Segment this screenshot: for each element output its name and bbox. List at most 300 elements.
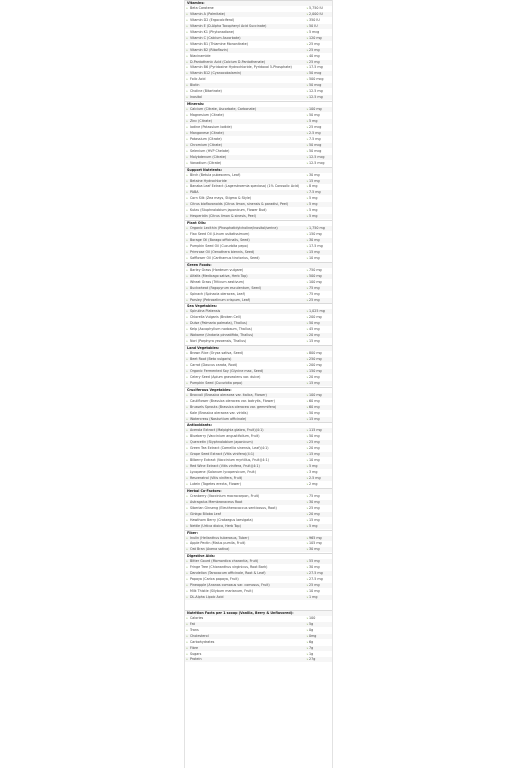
bullet-icon: » (186, 362, 188, 367)
ingredient-name: Vitamin B2 (Riboflavin) (190, 47, 229, 52)
ingredient-name: Fibre (190, 645, 198, 650)
ingredient-name: Pumpkin Seed Oil (Cucurbita pepo) (190, 243, 248, 248)
ingredient-name: Ginkgo Biloba Leaf (190, 511, 221, 516)
ingredient-name: Magnesium (Citrate) (190, 113, 224, 118)
bullet-icon: » (186, 339, 188, 344)
ingredient-amount: 60 mg (309, 404, 320, 409)
bullet-icon: » (306, 47, 309, 52)
bullet-icon: » (306, 535, 309, 540)
bullet-icon: » (186, 309, 188, 314)
ingredient-row (185, 333, 332, 338)
ingredient-amount: 75 mg (309, 493, 320, 498)
supplement-facts-sheet (184, 0, 333, 768)
bullet-icon: » (186, 440, 188, 445)
ingredient-row (185, 375, 332, 380)
ingredient-amount: 120 mg (309, 35, 322, 40)
section-title: Herbal Co-Factors: (187, 488, 222, 493)
ingredient-row (185, 95, 332, 100)
ingredient-amount: 45 mg (309, 327, 320, 332)
bullet-icon: » (186, 17, 188, 22)
bullet-icon: » (306, 547, 309, 552)
ingredient-name: Molybdenum (Citrate) (190, 154, 227, 159)
bullet-icon: » (186, 71, 188, 76)
ingredient-name: Beta Carotene (190, 5, 214, 10)
ingredient-row (185, 184, 332, 189)
ingredient-name: Choline (Bitartrate) (190, 89, 222, 94)
ingredient-name: Trans (190, 627, 199, 632)
section-title: Fiber: (187, 530, 198, 535)
bullet-icon: » (306, 238, 309, 242)
bullet-icon: » (186, 196, 188, 201)
ingredient-row (185, 244, 332, 249)
ingredient-amount: 800 mg (309, 351, 322, 356)
bullet-icon: » (186, 380, 188, 385)
bullet-icon: » (306, 627, 309, 632)
bullet-icon: » (306, 565, 309, 570)
bullet-icon: » (186, 160, 188, 165)
bullet-icon: » (306, 362, 309, 367)
ingredient-row (185, 577, 332, 582)
ingredient-amount: 0mg (309, 633, 317, 638)
ingredient-name: Banaba Leaf Extract (Lagerstroemia speciosa) (1% Corosolic Acid) (190, 184, 300, 189)
ingredient-amount: 30 mg (309, 565, 320, 570)
bullet-icon: » (186, 29, 188, 34)
ingredient-amount: 50 mg (309, 113, 320, 118)
bullet-icon: » (186, 267, 188, 272)
ingredient-name: Primrose Oil (Oenothera biennis, Seed) (190, 249, 255, 254)
ingredient-row (185, 506, 332, 511)
ingredient-amount: 15 mg (309, 517, 320, 522)
bullet-icon: » (186, 499, 188, 504)
bullet-icon: » (186, 476, 188, 480)
bullet-icon: » (306, 615, 309, 620)
ingredient-row (185, 6, 332, 11)
bullet-icon: » (306, 208, 309, 213)
bullet-icon: » (306, 285, 309, 290)
ingredient-name: Carbohydrates (190, 639, 215, 644)
ingredient-row (185, 458, 332, 463)
ingredient-name: Siberian Ginseng (Eleutherococcus senticosus, Root) (190, 505, 277, 510)
ingredient-amount: 27.5 mg (309, 571, 323, 576)
bullet-icon: » (186, 416, 188, 421)
ingredient-amount: 750 mg (309, 267, 322, 272)
bullet-icon: » (186, 333, 188, 338)
bullet-icon: » (306, 398, 309, 403)
ingredient-name: Astragalus Membranaceus Root (190, 499, 243, 504)
ingredient-amount: 50 mcg (309, 71, 322, 76)
ingredient-amount: 350 IU (309, 17, 320, 22)
ingredient-name: Pineapple (Ananas comosus var. comosus, Fruit) (190, 583, 270, 588)
ingredient-row (185, 428, 332, 433)
bullet-icon: » (306, 178, 309, 183)
bullet-icon: » (186, 65, 188, 70)
bullet-icon: » (186, 243, 188, 248)
bullet-icon: » (306, 357, 309, 361)
bullet-icon: » (306, 657, 309, 662)
ingredient-amount: 250 mg (309, 357, 322, 361)
ingredient-name: Niacinamide (190, 53, 211, 58)
ingredient-amount: 75 mg (309, 291, 320, 296)
bullet-icon: » (306, 410, 309, 415)
ingredient-row (185, 309, 332, 314)
bullet-icon: » (186, 208, 188, 213)
bullet-icon: » (186, 327, 188, 332)
bullet-icon: » (186, 511, 188, 516)
ingredient-row (185, 232, 332, 237)
ingredient-row (185, 565, 332, 570)
bullet-icon: » (186, 374, 188, 379)
ingredient-name: Inulin (Helianthus tuberosus, Tuber) (190, 535, 249, 540)
bullet-icon: » (306, 351, 309, 356)
ingredient-amount: 5,750 IU (309, 5, 323, 10)
bullet-icon: » (306, 339, 309, 344)
bullet-icon: » (186, 645, 188, 650)
ingredient-row (185, 107, 332, 112)
ingredient-row (185, 518, 332, 523)
bullet-icon: » (306, 434, 309, 439)
ingredient-name: Lycopene (Solanum lycopersicum, Fruit) (190, 470, 256, 475)
bullet-icon: » (186, 547, 188, 552)
bullet-icon: » (186, 595, 188, 599)
bullet-icon: » (186, 615, 188, 620)
bullet-icon: » (306, 77, 309, 82)
ingredient-row (185, 357, 332, 362)
ingredient-amount: 60 mg (309, 398, 320, 403)
ingredient-name: Grape Seed Extract (Vitis vinifera)(4:1) (190, 452, 255, 457)
ingredient-name: Vitamin D2 (Ergocalciferol) (190, 17, 235, 22)
ingredient-row (185, 125, 332, 130)
bullet-icon: » (186, 53, 188, 58)
bullet-icon: » (186, 35, 188, 40)
ingredient-row (185, 226, 332, 231)
bullet-icon: » (186, 130, 188, 135)
bullet-icon: » (186, 23, 188, 28)
bullet-icon: » (186, 190, 188, 195)
ingredient-amount: 3 mg (309, 470, 318, 475)
bullet-icon: » (186, 154, 188, 159)
bullet-icon: » (186, 321, 188, 326)
bullet-icon: » (186, 178, 188, 183)
ingredient-name: Corn Silk (Zea mays, Stigma & Style) (190, 196, 252, 201)
ingredient-amount: 30 mg (309, 172, 320, 177)
ingredient-amount: 2 mg (309, 481, 318, 486)
ingredient-amount: 25 mg (309, 583, 320, 588)
ingredient-row (185, 89, 332, 94)
bullet-icon: » (306, 160, 309, 165)
ingredient-row (185, 77, 332, 82)
bullet-icon: » (306, 315, 309, 320)
bullet-icon: » (306, 255, 309, 260)
bullet-icon: » (306, 136, 309, 141)
ingredient-name: Brown Rice (Oryza sativa, Seed) (190, 351, 244, 356)
ingredient-name: Cholesterol (190, 633, 209, 638)
bullet-icon: » (186, 148, 188, 153)
ingredient-amount: 5 mcg (309, 29, 320, 34)
ingredient-name: Organic Lecithin (Phosphatidylcholine/inositol/serine) (190, 226, 278, 231)
ingredient-amount: 55 mg (309, 559, 320, 564)
bullet-icon: » (306, 505, 309, 510)
ingredient-name: Resveratrol (Vitis vinifera, Fruit) (190, 476, 243, 480)
ingredient-amount: 25 mg (309, 47, 320, 52)
ingredient-amount: 50 IU (309, 23, 318, 28)
ingredient-row (185, 571, 332, 576)
bullet-icon: » (306, 446, 309, 451)
ingredient-name: Fat (190, 621, 195, 626)
ingredient-name: Chromium (Citrate) (190, 142, 222, 147)
ingredient-row (185, 482, 332, 487)
ingredient-amount: 5 mg (309, 119, 318, 123)
bullet-icon: » (186, 583, 188, 588)
bullet-icon: » (306, 124, 309, 129)
ingredient-row (185, 196, 332, 201)
ingredient-amount: 15 mg (309, 380, 320, 385)
bullet-icon: » (186, 291, 188, 296)
ingredient-row (185, 512, 332, 517)
ingredient-name: PABA (190, 190, 199, 195)
bullet-icon: » (306, 464, 309, 469)
ingredient-name: Safflower Oil (Carthamus tinctorius, Seed) (190, 255, 260, 260)
ingredient-amount: 12.5 mcg (309, 160, 325, 165)
bullet-icon: » (186, 651, 188, 656)
ingredient-row (185, 327, 332, 332)
bullet-icon: » (186, 142, 188, 147)
bullet-icon: » (306, 148, 309, 153)
ingredient-row (185, 143, 332, 148)
ingredient-name: Spinach (Spinacia oleracea, Leaf) (190, 291, 246, 296)
ingredient-row (185, 36, 332, 41)
ingredient-row (185, 339, 332, 344)
bullet-icon: » (186, 214, 188, 219)
bullet-icon: » (306, 380, 309, 385)
ingredient-amount: 1,750 mg (309, 226, 325, 231)
ingredient-row (185, 54, 332, 59)
ingredient-amount: 15 mg (309, 416, 320, 421)
bullet-icon: » (186, 238, 188, 242)
ingredient-name: Celery Seed (Apium graveolens var. dulce) (190, 374, 261, 379)
bullet-icon: » (306, 333, 309, 338)
section-title: Antioxidants: (187, 423, 212, 428)
ingredient-amount: 20 mg (309, 333, 320, 338)
bullet-icon: » (306, 130, 309, 135)
ingredient-row (185, 622, 332, 627)
bullet-icon: » (306, 559, 309, 564)
ingredient-row (185, 268, 332, 273)
ingredient-row (185, 652, 332, 657)
ingredient-name: Wheat Grass (Triticum aestivum) (190, 279, 245, 284)
ingredient-row (185, 470, 332, 475)
ingredient-row (185, 173, 332, 178)
bullet-icon: » (306, 633, 309, 638)
bullet-icon: » (306, 154, 309, 159)
ingredient-name: Green Tea Extract (Camellia sinensis, Leaf)(4:1) (190, 446, 269, 451)
ingredient-name: Protein (190, 657, 202, 662)
ingredient-row (185, 381, 332, 386)
bullet-icon: » (186, 59, 188, 64)
section-title: Plant Oils: (187, 221, 207, 226)
ingredient-row (185, 405, 332, 410)
ingredient-name: Pumpkin Seed (Cucurbita pepo) (190, 380, 243, 385)
ingredient-name: Vitamin A (Palmitate) (190, 11, 226, 16)
bullet-icon: » (186, 392, 188, 397)
ingredient-name: Manganese (Citrate) (190, 130, 224, 135)
bullet-icon: » (186, 119, 188, 123)
ingredient-amount: 50 mg (309, 321, 320, 326)
bullet-icon: » (186, 47, 188, 52)
ingredient-row (185, 274, 332, 279)
ingredient-amount: 100 mg (309, 392, 322, 397)
ingredient-row (185, 30, 332, 35)
ingredient-row (185, 547, 332, 552)
ingredient-name: Nori (Porphyra yezoensis, Thallus) (190, 339, 247, 344)
ingredient-row (185, 446, 332, 451)
ingredient-name: Red Wine Extract (Vitis vinifera, Fruit)(4:1) (190, 464, 260, 469)
ingredient-amount: 30 mg (309, 238, 320, 242)
bullet-icon: » (306, 458, 309, 463)
ingredient-name: Vanadium (Citrate) (190, 160, 222, 165)
ingredient-name: DL-Alpha Lipoic Acid (190, 595, 224, 599)
bullet-icon: » (306, 589, 309, 594)
ingredient-row (185, 351, 332, 356)
bullet-icon: » (186, 481, 188, 486)
ingredient-name: Chlorella Vulgaris (Broken Cell) (190, 315, 241, 320)
bullet-icon: » (186, 446, 188, 451)
bullet-icon: » (306, 481, 309, 486)
ingredient-row (185, 440, 332, 445)
bullet-icon: » (306, 327, 309, 332)
ingredient-row (185, 363, 332, 368)
ingredient-row (185, 137, 332, 142)
ingredient-amount: 6g (309, 639, 314, 644)
bullet-icon: » (186, 232, 188, 237)
section-title: Support Nutrients: (187, 167, 222, 172)
bullet-icon: » (306, 571, 309, 576)
bullet-icon: » (306, 267, 309, 272)
bullet-icon: » (186, 89, 188, 94)
ingredient-name: Cauliflower (Brassica oleracea var. botrytis, Flower) (190, 398, 275, 403)
bullet-icon: » (306, 621, 309, 626)
ingredient-row (185, 256, 332, 261)
ingredient-name: Papaya (Carica papaya, Fruit) (190, 577, 239, 582)
ingredient-name: Vitamin B6 (Pyridoxine Hydrochloride, Pyridoxal 5-Phosphate) (190, 65, 292, 70)
ingredient-name: Dulse (Palmaria palmata), Thallus) (190, 321, 247, 326)
ingredient-name: Acerola Extract (Malpighia glabra, Fruit)(4:1) (190, 428, 264, 433)
ingredient-row (185, 399, 332, 404)
section-title: Minerals: (187, 102, 205, 107)
ingredient-amount: 2,000 IU (309, 11, 323, 16)
ingredient-amount: 965 mg (309, 535, 322, 540)
ingredient-row (185, 214, 332, 219)
bullet-icon: » (306, 190, 309, 195)
bullet-icon: » (186, 41, 188, 46)
ingredient-row (185, 476, 332, 481)
bullet-icon: » (306, 214, 309, 219)
ingredient-row (185, 190, 332, 195)
bullet-icon: » (186, 470, 188, 475)
bullet-icon: » (186, 505, 188, 510)
ingredient-amount: 12.5 mg (309, 89, 323, 94)
bullet-icon: » (186, 124, 188, 129)
ingredient-name: Spirulina Platensis (190, 309, 221, 314)
bullet-icon: » (306, 71, 309, 76)
bullet-icon: » (186, 113, 188, 118)
section-title: Digestive Aids: (187, 554, 215, 559)
ingredient-amount: 7.5 mg (309, 190, 321, 195)
bullet-icon: » (306, 440, 309, 445)
ingredient-amount: 50 mcg (309, 148, 322, 153)
ingredient-amount: 17.5 mg (309, 65, 323, 70)
bullet-icon: » (306, 639, 309, 644)
bullet-icon: » (306, 416, 309, 421)
ingredient-amount: 5 mg (309, 202, 318, 207)
bullet-icon: » (186, 428, 188, 433)
section-title: Sea Vegetables: (187, 304, 217, 309)
bullet-icon: » (306, 583, 309, 588)
bullet-icon: » (306, 95, 309, 100)
bullet-icon: » (306, 595, 309, 599)
bullet-icon: » (306, 470, 309, 475)
ingredient-row (185, 71, 332, 76)
ingredient-name: Inositol (190, 95, 202, 100)
bullet-icon: » (306, 226, 309, 231)
ingredient-amount: 20 mg (309, 511, 320, 516)
bullet-icon: » (306, 172, 309, 177)
bullet-icon: » (306, 41, 309, 46)
ingredient-name: Borage Oil (Borago officinalis, Seed) (190, 238, 250, 242)
ingredient-name: Vitamin B12 (Cyanocobalamin) (190, 71, 242, 76)
ingredient-row (185, 494, 332, 499)
ingredient-name: Wakame (Undaria pinnatifida, Thallus) (190, 333, 254, 338)
bullet-icon: » (306, 243, 309, 248)
bullet-icon: » (306, 17, 309, 22)
ingredient-row (185, 640, 332, 645)
ingredient-name: Fringe Tree (Chionanthus virginicus, Root Bark) (190, 565, 268, 570)
section-title: Cruciferous Vegetables: (187, 387, 232, 392)
bullet-icon: » (186, 226, 188, 231)
bullet-icon: » (186, 398, 188, 403)
ingredient-amount: 5 mg (309, 523, 318, 528)
bullet-icon: » (186, 535, 188, 540)
bullet-icon: » (306, 476, 309, 480)
ingredient-name: Calories (190, 615, 204, 620)
bullet-icon: » (186, 279, 188, 284)
bullet-icon: » (186, 202, 188, 207)
bullet-icon: » (186, 249, 188, 254)
ingredient-amount: 200 mg (309, 315, 322, 320)
bullet-icon: » (186, 77, 188, 82)
ingredient-amount: 150 mg (309, 232, 322, 237)
bullet-icon: » (186, 621, 188, 626)
ingredient-row (185, 500, 332, 505)
ingredient-name: Kutzu (Stuphnolobium japonicum, Flower Bud) (190, 208, 267, 213)
bullet-icon: » (306, 517, 309, 522)
ingredient-row (185, 60, 332, 65)
bullet-icon: » (186, 559, 188, 564)
bullet-icon: » (186, 458, 188, 463)
ingredient-row (185, 393, 332, 398)
ingredient-row (185, 536, 332, 541)
section-title: Land Vegetables: (187, 346, 220, 351)
bullet-icon: » (306, 279, 309, 284)
ingredient-amount: 2.5 mg (309, 130, 321, 135)
ingredient-row (185, 315, 332, 320)
bullet-icon: » (306, 119, 309, 123)
ingredient-row (185, 321, 332, 326)
bullet-icon: » (186, 565, 188, 570)
bullet-icon: » (186, 184, 188, 189)
ingredient-name: Dandelion (Taraxacum officinale, Root & Leaf) (190, 571, 266, 576)
section-title: Nutrition Facts per 1 scoop (Vanilla, Berry & Unflavored): (187, 610, 294, 615)
ingredient-name: Quercetin (Styphnolobium japonicum) (190, 440, 253, 445)
